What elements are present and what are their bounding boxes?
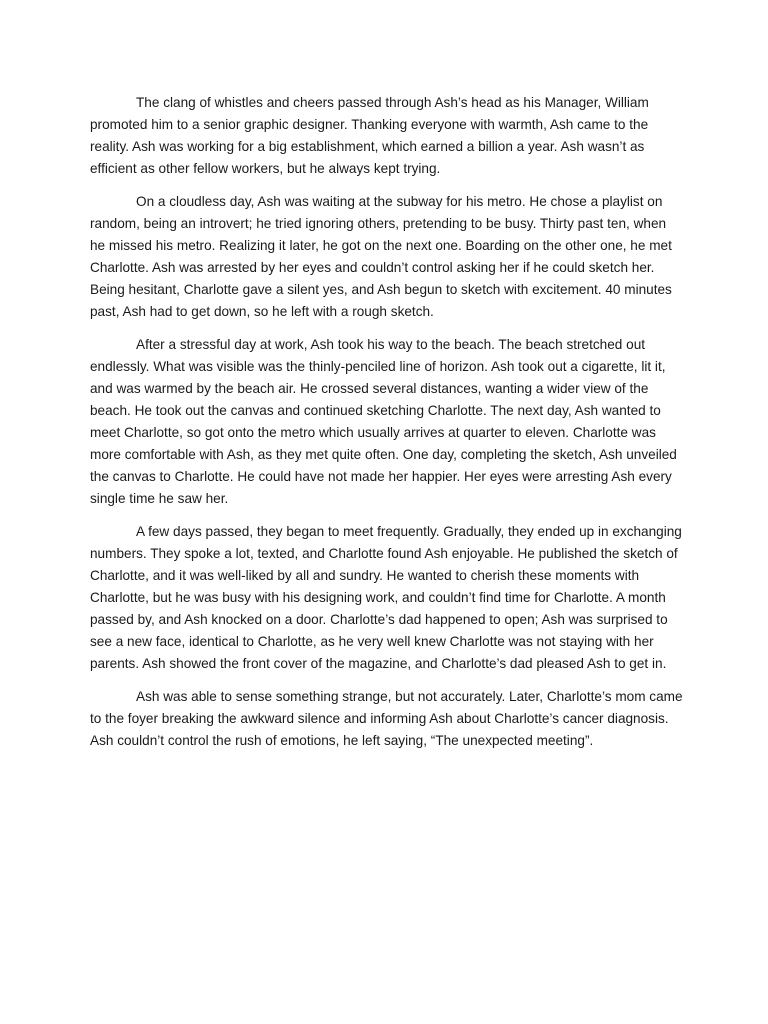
paragraph-1: The clang of whistles and cheers passed through Ash’s head as his Manager, William promoted him to a senior graphic designer. Thanking everyone with warmth, Ash came to the reality. Ash was working for a big establishment, which earned a billion a year. Ash wasn’t as efficient as other fellow workers, but he always kept trying. bbox=[90, 95, 649, 176]
document-body bbox=[90, 92, 684, 763]
paragraph-2: On a cloudless day, Ash was waiting at the subway for his metro. He chose a playlist on random, being an introvert; he tried ignoring others, pretending to be busy. Thirty past ten, when he missed his metro. Realizing it later, he got on the next one. Boarding on the other one, he met Charlotte. Ash was arrested by her eyes and couldn’t control asking her if he could sketch her. Being hesitant, Charlotte gave a silent yes, and Ash begun to sketch with excitement. 40 minutes past, Ash had to get down, so he left with a rough sketch. bbox=[90, 194, 672, 319]
paragraph-3: After a stressful day at work, Ash took his way to the beach. The beach stretched out endlessly. What was visible was the thinly-penciled line of horizon. Ash took out a cigarette, lit it, and was warmed by the beach air. He crossed several distances, wanting a wider view of the beach. He took out the canvas and continued sketching Charlotte. The next day, Ash wanted to meet Charlotte, so got onto the metro which usually arrives at quarter to eleven. Charlotte was more comfortable with Ash, as they met quite often. One day, completing the sketch, Ash unveiled the canvas to Charlotte. He could have not made her happier. Her eyes were arresting Ash every single time he saw her. bbox=[90, 337, 677, 506]
paragraph-4: A few days passed, they began to meet frequently. Gradually, they ended up in exchanging numbers. They spoke a lot, texted, and Charlotte found Ash enjoyable. He published the sketch of Charlotte, and it was well-liked by all and sundry. He wanted to cherish these moments with Charlotte, but he was busy with his designing work, and couldn’t find time for Charlotte. A month passed by, and Ash knocked on a door. Charlotte’s dad happened to open; Ash was surprised to see a new face, identical to Charlotte, as he very well knew Charlotte was not staying with her parents. Ash showed the front cover of the magazine, and Charlotte’s dad pleased Ash to get in. bbox=[90, 524, 682, 671]
paragraph-5: Ash was able to sense something strange, but not accurately. Later, Charlotte’s mom came to the foyer breaking the awkward silence and informing Ash about Charlotte’s cancer diagnosis. Ash couldn’t control the rush of emotions, he left saying, “The unexpected meeting”. bbox=[90, 689, 683, 748]
